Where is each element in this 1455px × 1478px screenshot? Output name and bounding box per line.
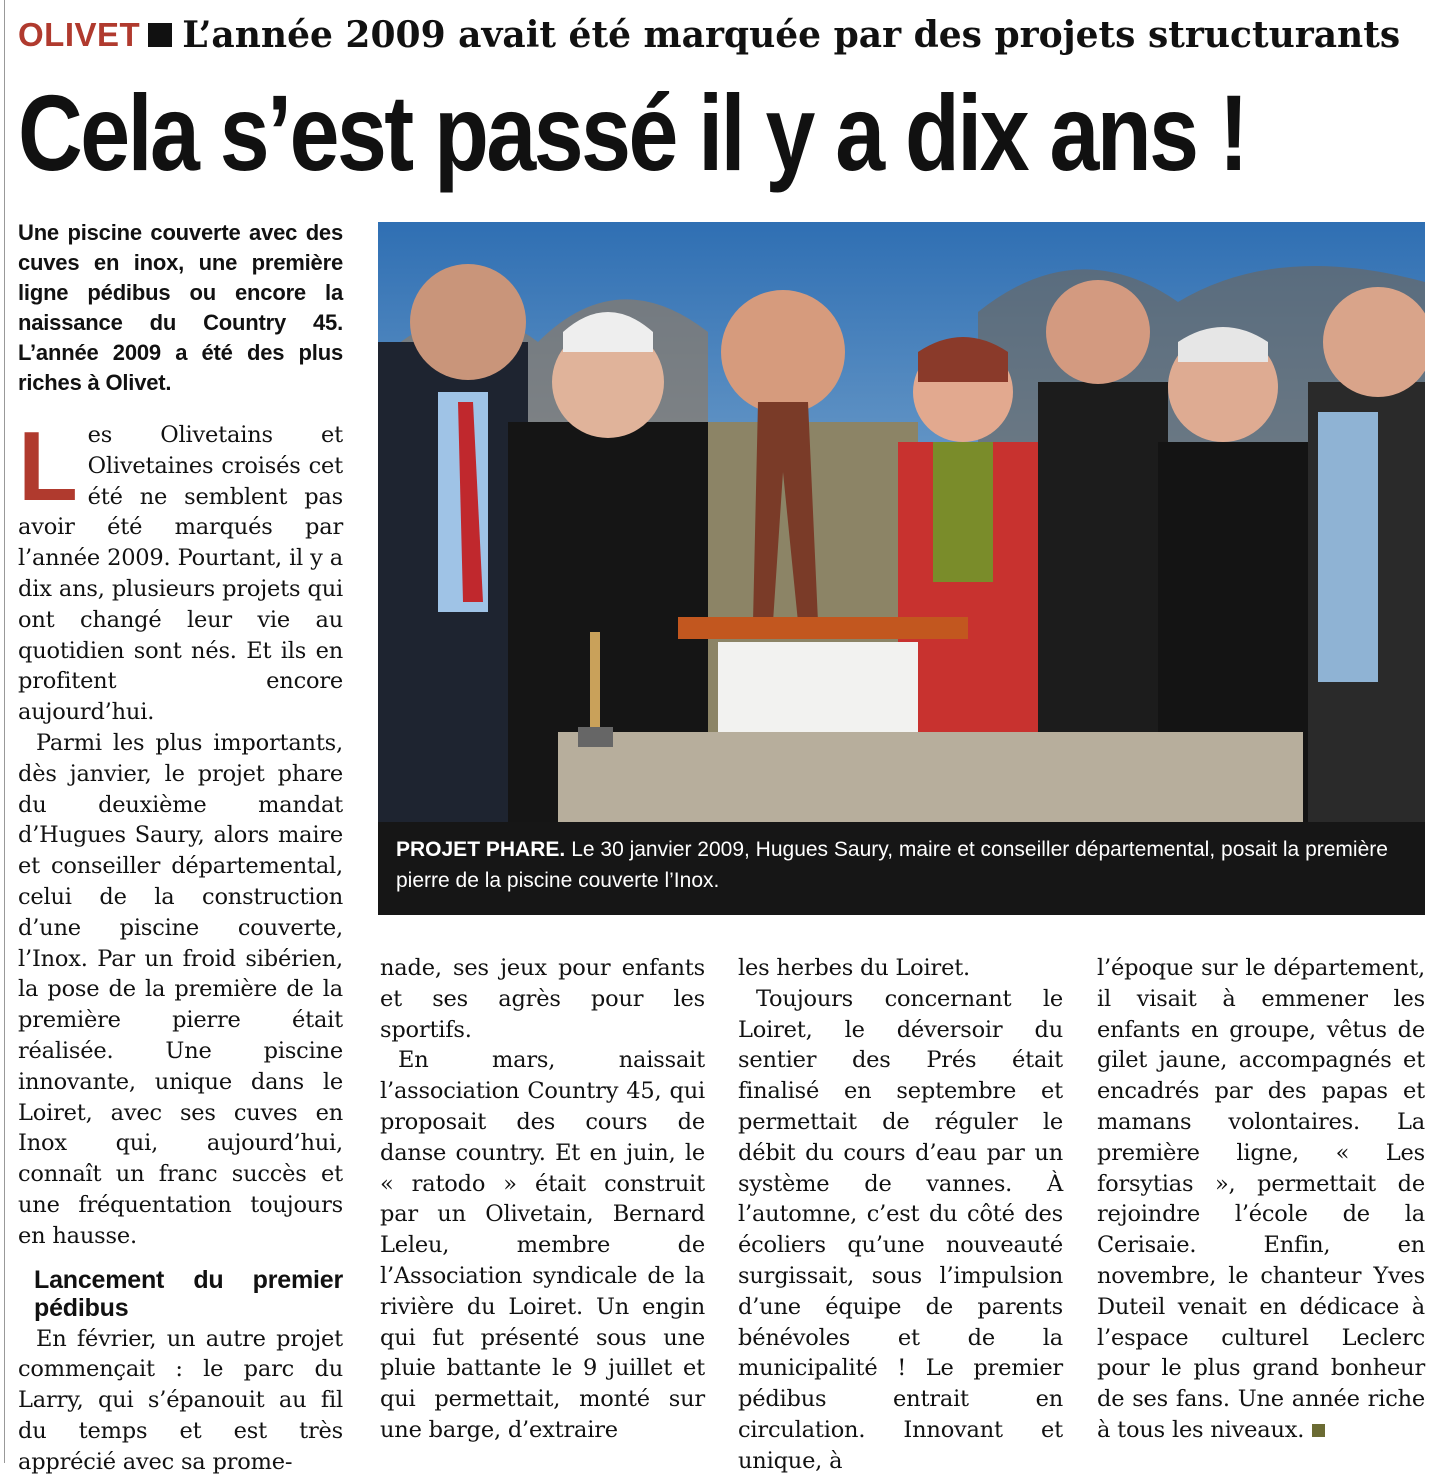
photo-caption — [396, 834, 1396, 896]
article-column-1 — [18, 411, 343, 1478]
drop-cap: L — [18, 411, 78, 521]
paragraph-6: les herbes du Loiret. — [738, 955, 970, 981]
paragraph-3: En février, un autre projet commençait : le parc du Larry, qui s’épanouit au fil du temps et est très apprécié avec sa prome- — [18, 1325, 343, 1475]
paragraph-8-text: l’époque sur le département, il visait à emmener les enfants en groupe, vêtus de gilet jaune, accompagnés et encadrés par des papas et mamans volontaires. La première ligne, « Les forsytias », permettait de rejoindre l’école de la Cerisaie. Enfin, en novembre, le chanteur Yves Duteil venait en dédicace à l’espace culturel Leclerc pour le plus grand bonheur de ses fans. Une année riche à tous les niveaux. — [1097, 955, 1425, 1443]
paragraph-7: Toujours concernant le Loiret, le déversoir du sentier des Prés était finalisé en septembre et permettait de réguler le débit du cours d’eau par un système de vannes. À l’automne, c’est du côté des écoliers qu’une nouveauté surgissait, sous l’impulsion d’une équipe de parents bénévoles et de la municipalité ! Le premier pédibus entrait en circulation. Innovant et unique, à — [738, 985, 1063, 1474]
photo-illustration — [378, 222, 1425, 915]
headline: Cela s’est passé il y a dix ans ! — [18, 72, 1247, 193]
article-column-2 — [380, 953, 705, 1446]
paragraph-1-text: es Olivetains et Olivetaines croisés cet été ne semblent pas avoir été marqués par l’année 2009. Pourtant, il y a dix ans, plusieurs projets qui ont changé leur vie au quotidien sont nés. Et ils en profitent encore aujourd’hui. — [18, 422, 343, 726]
article-column-3 — [738, 953, 1063, 1477]
kicker — [18, 14, 1400, 60]
person-1 — [378, 264, 528, 822]
kicker-title: L’année 2009 avait été marquée par des projets structurants — [182, 14, 1401, 56]
article-column-4 — [1097, 953, 1425, 1446]
chapo-intro: Une piscine couverte avec des cuves en inox, une première ligne pédibus ou encore la naissance du Country 45. L’année 2009 a été des plus riches à Olivet. — [18, 220, 343, 395]
subheading: Lancement du premier pédibus — [34, 1265, 343, 1322]
paragraph-5: En mars, naissait l’association Country 45, qui proposait des cours de danse country. Et en juin, le « ratodo » était construit par un Olivetain, Bernard Leleu, membre de l’Association syndicale de la rivière du Loiret. Un engin qui fut présenté sous une pluie battante le 9 juillet et qui permettait, monté sur une barge, d’extraire — [380, 1047, 705, 1443]
paragraph-8 — [1097, 953, 1425, 1446]
paragraph-2: Parmi les plus importants, dès janvier, le projet phare du deuxième mandat d’Hugues Saury, alors maire et conseiller départemental, celui de la construction d’une piscine couverte, l’Inox. Par un froid sibérien, la pose de la première de la première pierre était réalisée. Une piscine innovante, unique dans le Loiret, avec ses cuves en Inox qui, aujourd’hui, connaît un franc succès et une fréquentation toujours en hausse. — [18, 729, 343, 1249]
paragraph-4: nade, ses jeux pour enfants et ses agrès pour les sportifs. — [380, 955, 705, 1043]
kicker-location: OLIVET — [18, 16, 141, 53]
caption-label: PROJET PHARE. — [396, 838, 566, 861]
end-mark-icon — [1312, 1424, 1325, 1437]
kicker-square-icon — [148, 23, 172, 47]
page-left-rule — [4, 0, 5, 1463]
paragraph-1 — [18, 411, 343, 728]
article-photo — [378, 222, 1425, 915]
caption-text: Le 30 janvier 2009, Hugues Saury, maire et conseiller départemental, posait la première pierre de la piscine couverte l’Inox. — [396, 838, 1388, 892]
